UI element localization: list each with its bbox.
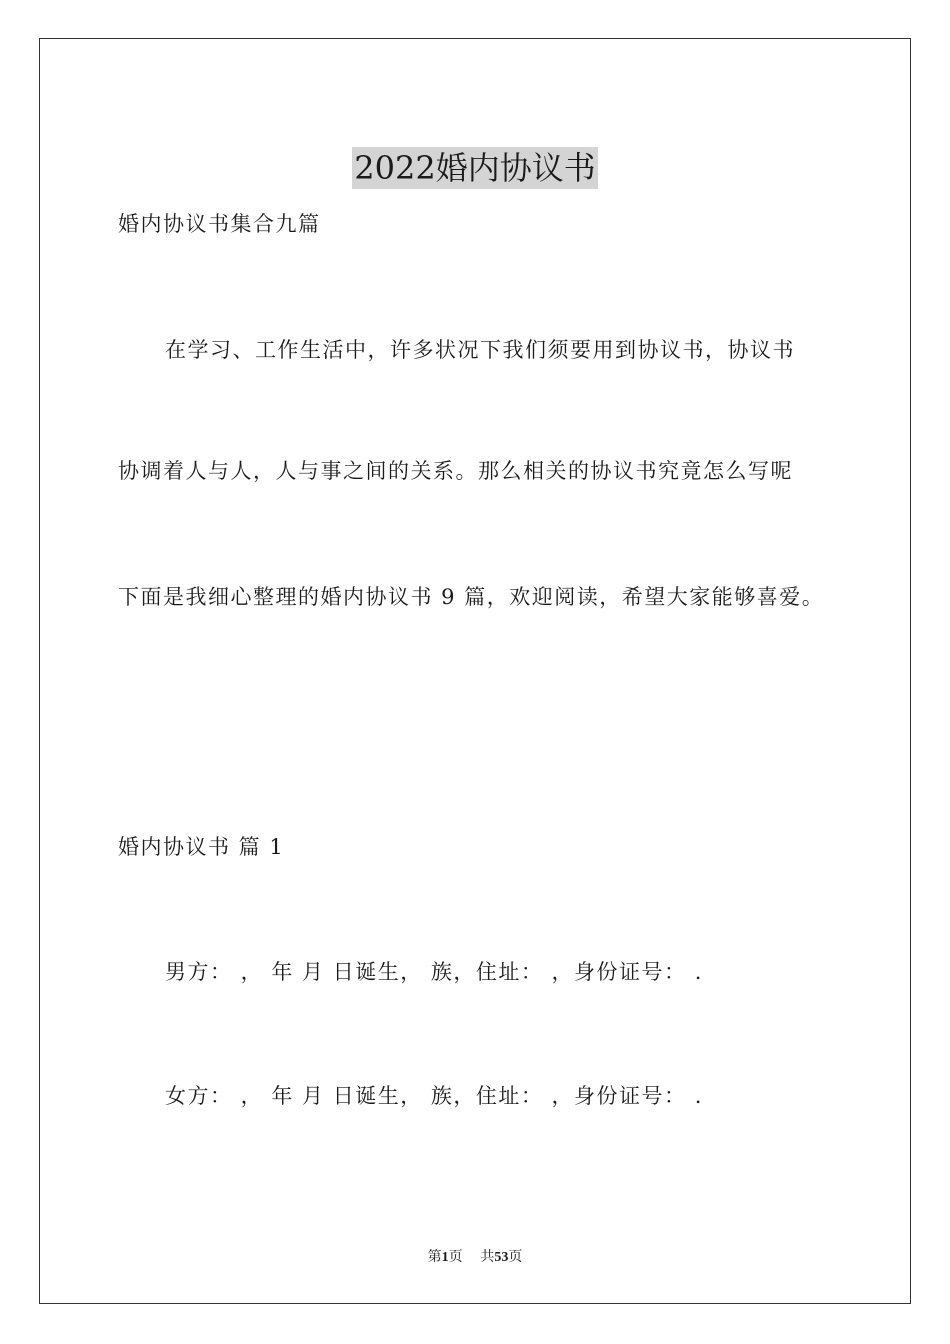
party-female-line: 女方： ， 年 月 日诞生， 族，住址： ，身份证号： . (165, 1084, 703, 1108)
party-male-line: 男方： ， 年 月 日诞生， 族，住址： ，身份证号： . (165, 960, 703, 984)
title-container (0, 126, 950, 211)
footer-page-prefix: 第 (427, 1250, 442, 1265)
footer-total-suffix: 页 (508, 1250, 523, 1265)
intro-line-3: 下面是我细心整理的婚内协议书 9 篇，欢迎阅读，希望大家能够喜爱。 (118, 585, 825, 609)
intro-line-1: 在学习、工作生活中，许多状况下我们须要用到协议书，协议书 (165, 338, 795, 362)
footer-total-prefix: 共 (480, 1250, 495, 1265)
footer-total-pages: 53 (494, 1250, 509, 1265)
page-footer (0, 1247, 950, 1268)
document-subtitle: 婚内协议书集合九篇 (118, 212, 321, 236)
section-heading: 婚内协议书 篇 1 (118, 835, 285, 859)
footer-page-number: 1 (441, 1250, 449, 1265)
footer-page-suffix: 页 (448, 1250, 463, 1265)
document-title: 2022婚内协议书 (354, 149, 596, 188)
intro-line-2: 协调着人与人，人与事之间的关系。那么相关的协议书究竟怎么写呢 (118, 459, 793, 483)
